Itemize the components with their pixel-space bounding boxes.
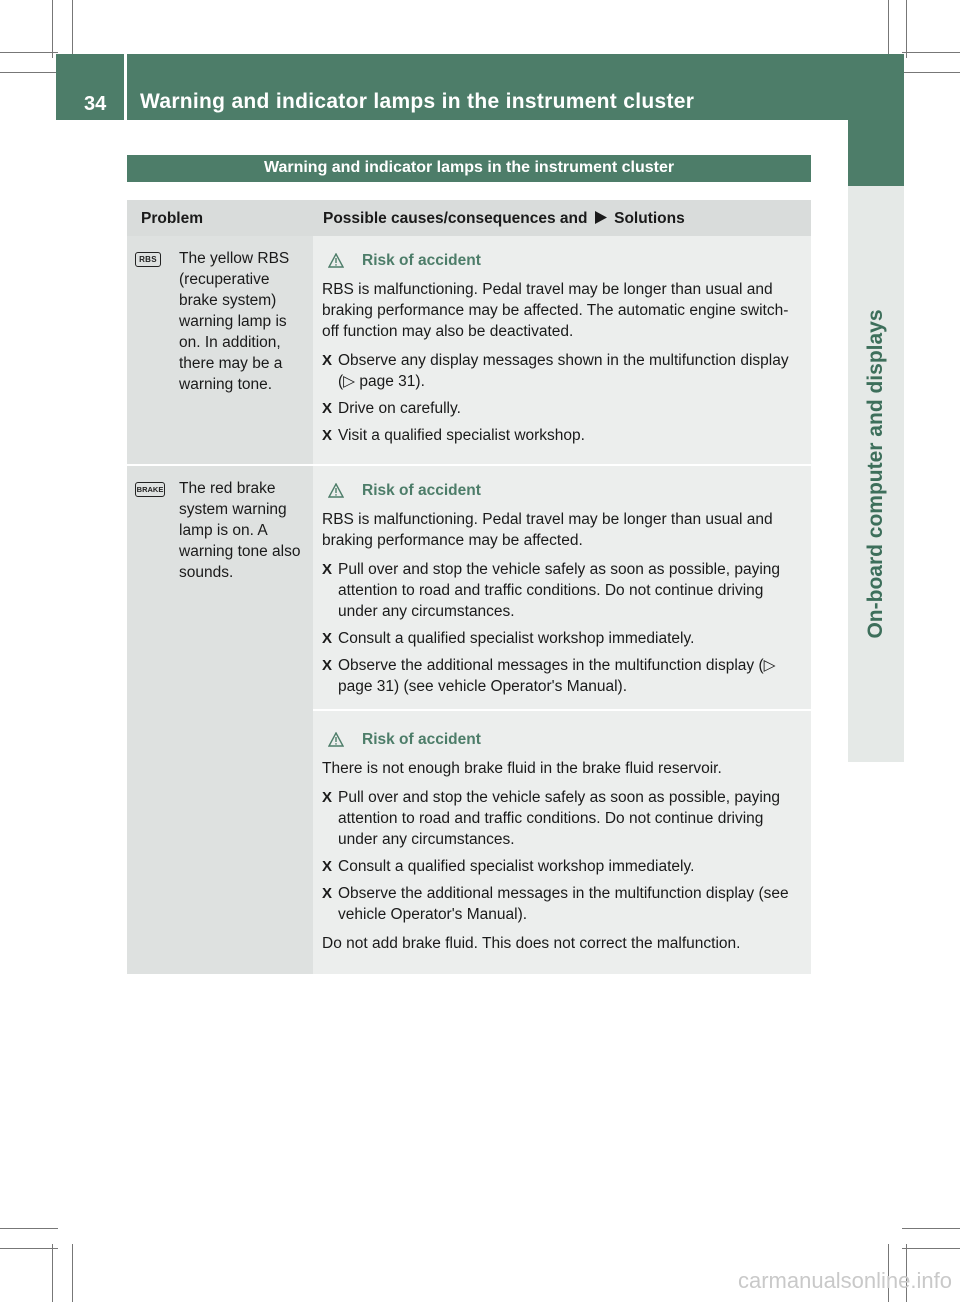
second-cause-block xyxy=(313,709,811,954)
solution-arrow-icon xyxy=(595,211,607,224)
header-separator xyxy=(124,54,127,120)
warning-triangle-icon xyxy=(328,253,344,268)
step-marker-icon: X xyxy=(322,858,333,875)
action-step xyxy=(322,559,803,622)
crop-mark xyxy=(0,1228,58,1229)
warning-triangle-icon xyxy=(328,732,344,747)
action-step xyxy=(322,655,803,697)
step-text: Pull over and stop the vehicle safely as soon as possible, paying attention to road and traffic conditions. Do not continue driving under any circumstances. xyxy=(338,789,781,848)
crop-mark xyxy=(902,1228,960,1229)
step-marker-icon: X xyxy=(322,789,333,806)
chapter-tab xyxy=(848,120,904,186)
action-step xyxy=(322,787,803,850)
cause-text: RBS is malfunctioning. Pedal travel may be longer than usual and braking performance may be affected. The automatic engine switch-off function may also be deactivated. xyxy=(322,281,789,340)
step-text: Visit a qualified specialist workshop. xyxy=(338,427,585,444)
step-text: Consult a qualified specialist workshop immediately. xyxy=(338,630,695,647)
step-text: Drive on carefully. xyxy=(338,400,461,417)
table-row xyxy=(127,465,811,974)
step-marker-icon: X xyxy=(322,352,333,369)
running-title: Warning and indicator lamps in the instrument cluster xyxy=(140,90,695,113)
watermark: carmanualsonline.info xyxy=(737,1268,952,1293)
section-title-bar xyxy=(127,155,811,182)
crop-mark xyxy=(72,0,73,58)
warning-lamps-table xyxy=(127,200,811,974)
section-title: Warning and indicator lamps in the instrument cluster xyxy=(263,159,675,176)
step-marker-icon: X xyxy=(322,427,333,444)
warning-title: Risk of accident xyxy=(362,731,481,748)
col-header-problem: Problem xyxy=(127,200,313,236)
page-number: 34 xyxy=(84,93,107,115)
step-text: Observe the additional messages in the multifunction display (see vehicle Operator's Manual). xyxy=(338,885,789,923)
warning-heading xyxy=(328,250,803,271)
problem-cell xyxy=(127,236,313,465)
crop-mark xyxy=(902,52,960,53)
crop-mark xyxy=(0,1248,58,1249)
cause-text: RBS is malfunctioning. Pedal travel may be longer than usual and braking performance may be affected. xyxy=(322,511,773,549)
table-row xyxy=(127,236,811,465)
step-marker-icon: X xyxy=(322,400,333,417)
warning-heading xyxy=(328,480,803,501)
crop-mark xyxy=(0,52,58,53)
step-text: Pull over and stop the vehicle safely as soon as possible, paying attention to road and traffic conditions. Do not continue driving under any circumstances. xyxy=(338,561,781,620)
warning-title: Risk of accident xyxy=(362,252,481,269)
rbs-lamp-icon: RBS xyxy=(135,252,161,267)
crop-mark xyxy=(888,0,889,58)
problem-text: The yellow RBS (recuperative brake system) warning lamp is on. In addition, there may be a warning tone. xyxy=(179,250,290,393)
note-text: Do not add brake fluid. This does not correct the malfunction. xyxy=(322,935,741,952)
crop-mark xyxy=(52,1244,53,1302)
action-step xyxy=(322,883,803,925)
action-step xyxy=(322,425,803,446)
warning-title: Risk of accident xyxy=(362,482,481,499)
crop-mark xyxy=(52,0,53,58)
crop-mark xyxy=(906,0,907,58)
step-text: Consult a qualified specialist workshop immediately. xyxy=(338,858,695,875)
cause-text: There is not enough brake fluid in the brake fluid reservoir. xyxy=(322,760,722,777)
chapter-label: On-board computer and displays xyxy=(864,309,887,639)
problem-text: The red brake system warning lamp is on. A warning tone also sounds. xyxy=(179,480,301,581)
col-header-causes-text: Possible causes/consequences and xyxy=(323,209,588,227)
table-header-row xyxy=(127,200,811,236)
col-header-solutions-text: Solutions xyxy=(614,209,685,227)
step-text: Observe the additional messages in the multifunction display (▷ page 31) (see vehicle Operator's Manual). xyxy=(338,657,776,695)
crop-mark xyxy=(902,1248,960,1249)
crop-mark xyxy=(72,1244,73,1302)
action-step xyxy=(322,856,803,877)
action-step xyxy=(322,628,803,649)
causes-cell xyxy=(313,236,811,465)
crop-mark xyxy=(902,72,960,73)
col-header-causes xyxy=(313,200,811,236)
action-step xyxy=(322,398,803,419)
step-marker-icon: X xyxy=(322,630,333,647)
step-marker-icon: X xyxy=(322,885,333,902)
step-marker-icon: X xyxy=(322,657,333,674)
warning-heading xyxy=(328,729,803,750)
warning-triangle-icon xyxy=(328,483,344,498)
action-step xyxy=(322,350,803,392)
step-marker-icon: X xyxy=(322,561,333,578)
causes-cell xyxy=(313,465,811,974)
crop-mark xyxy=(0,72,58,73)
brake-lamp-icon: BRAKE xyxy=(135,482,165,497)
problem-cell xyxy=(127,465,313,974)
step-text: Observe any display messages shown in the multifunction display (▷ page 31). xyxy=(338,352,789,390)
